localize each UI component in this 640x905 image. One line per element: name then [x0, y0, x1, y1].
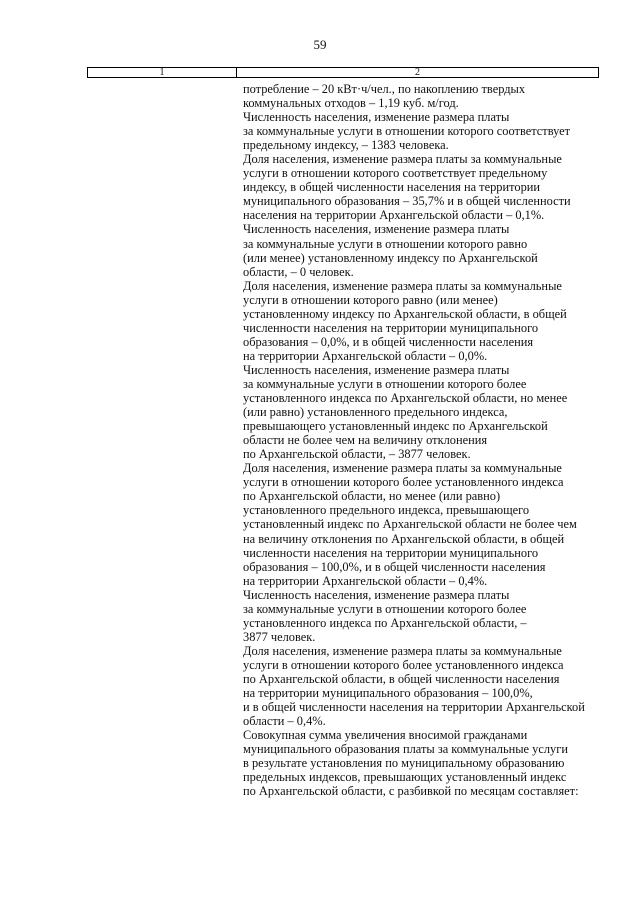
text-line: численности населения на территории муниципального	[243, 320, 539, 335]
text-line: (или равно) установленного предельного индекса,	[243, 405, 508, 420]
text-line: на территории муниципального образования – 100,0%,	[243, 686, 533, 701]
text-line: Доля населения, изменение размера платы за коммунальные	[243, 278, 562, 293]
text-line: на территории Архангельской области – 0,4%.	[243, 573, 488, 588]
text-line: по Архангельской области, в общей численности населения	[243, 671, 560, 686]
text-line: за коммунальные услуги в отношении которого равно	[243, 236, 528, 251]
text-line: индексу, в общей численности населения на территории	[243, 180, 541, 195]
text-line: предельному индексу, – 1383 человека.	[243, 138, 449, 153]
text-line: образования – 100,0%, и в общей численности населения	[243, 559, 546, 574]
text-line: 3877 человек.	[243, 629, 316, 644]
text-line: Совокупная сумма увеличения вносимой гражданами	[243, 728, 528, 743]
text-line: Доля населения, изменение размера платы за коммунальные	[243, 643, 562, 658]
text-line: предельных индексов, превышающих установленный индекс	[243, 770, 567, 785]
table-header-col-1: 1	[88, 68, 237, 77]
text-line: области – 0,4%.	[243, 714, 326, 729]
text-line: за коммунальные услуги в отношении которого более	[243, 601, 527, 616]
text-line: на величину отклонения по Архангельской области, в общей	[243, 531, 565, 546]
text-line: Доля населения, изменение размера платы за коммунальные	[243, 152, 562, 167]
text-line: услуги в отношении которого более установленного индекса	[243, 657, 564, 672]
text-line: (или менее) установленному индексу по Архангельской	[243, 250, 538, 265]
text-line: по Архангельской области, – 3877 человек.	[243, 447, 471, 462]
text-line: установленному индексу по Архангельской области, в общей	[243, 306, 567, 321]
text-line: услуги в отношении которого соответствует предельному	[243, 166, 548, 181]
text-line: муниципального образования платы за коммунальные услуги	[243, 742, 568, 757]
table-header-col-2: 2	[415, 67, 420, 78]
text-line: установленного индекса по Архангельской области, но менее	[243, 391, 568, 406]
text-line: превышающего установленный индекс по Архангельской	[243, 419, 548, 434]
text-line: по Архангельской области, с разбивкой по месяцам составляет:	[243, 784, 579, 799]
text-line: области не более чем на величину отклонения	[243, 433, 488, 448]
text-line: Численность населения, изменение размера платы	[243, 222, 510, 237]
text-line: численности населения на территории муниципального	[243, 545, 539, 560]
text-line: услуги в отношении которого равно (или менее)	[243, 292, 498, 307]
text-line: установленного предельного индекса, превышающего	[243, 503, 530, 518]
table-header-row	[87, 67, 599, 78]
text-line: Доля населения, изменение размера платы за коммунальные	[243, 461, 562, 476]
text-line: Численность населения, изменение размера платы	[243, 587, 510, 602]
table-cell-text	[243, 82, 603, 798]
text-line: коммунальных отходов – 1,19 куб. м/год.	[243, 96, 459, 111]
text-line: по Архангельской области, но менее (или равно)	[243, 489, 501, 504]
text-line: установленный индекс по Архангельской области не более чем	[243, 517, 577, 532]
text-line: Численность населения, изменение размера платы	[243, 110, 510, 125]
text-line: потребление – 20 кВт·ч/чел., по накоплению твердых	[243, 82, 526, 96]
text-line: образования – 0,0%, и в общей численности населения	[243, 334, 534, 349]
text-line: области, – 0 человек.	[243, 264, 354, 279]
text-line: за коммунальные услуги в отношении которого соответствует	[243, 124, 571, 139]
text-line: и в общей численности населения на территории Архангельской	[243, 700, 585, 715]
text-line: Численность населения, изменение размера платы	[243, 362, 510, 377]
text-line: населения на территории Архангельской области – 0,1%.	[243, 208, 545, 223]
text-line: в результате установления по муниципальному образованию	[243, 756, 565, 771]
page-number: 59	[313, 37, 327, 52]
text-line: установленного индекса по Архангельской области, –	[243, 615, 527, 630]
text-line: услуги в отношении которого более установленного индекса	[243, 475, 564, 490]
text-line: муниципального образования – 35,7% и в общей численности	[243, 194, 571, 209]
text-line: за коммунальные услуги в отношении которого более	[243, 376, 527, 391]
text-line: на территории Архангельской области – 0,0%.	[243, 348, 488, 363]
